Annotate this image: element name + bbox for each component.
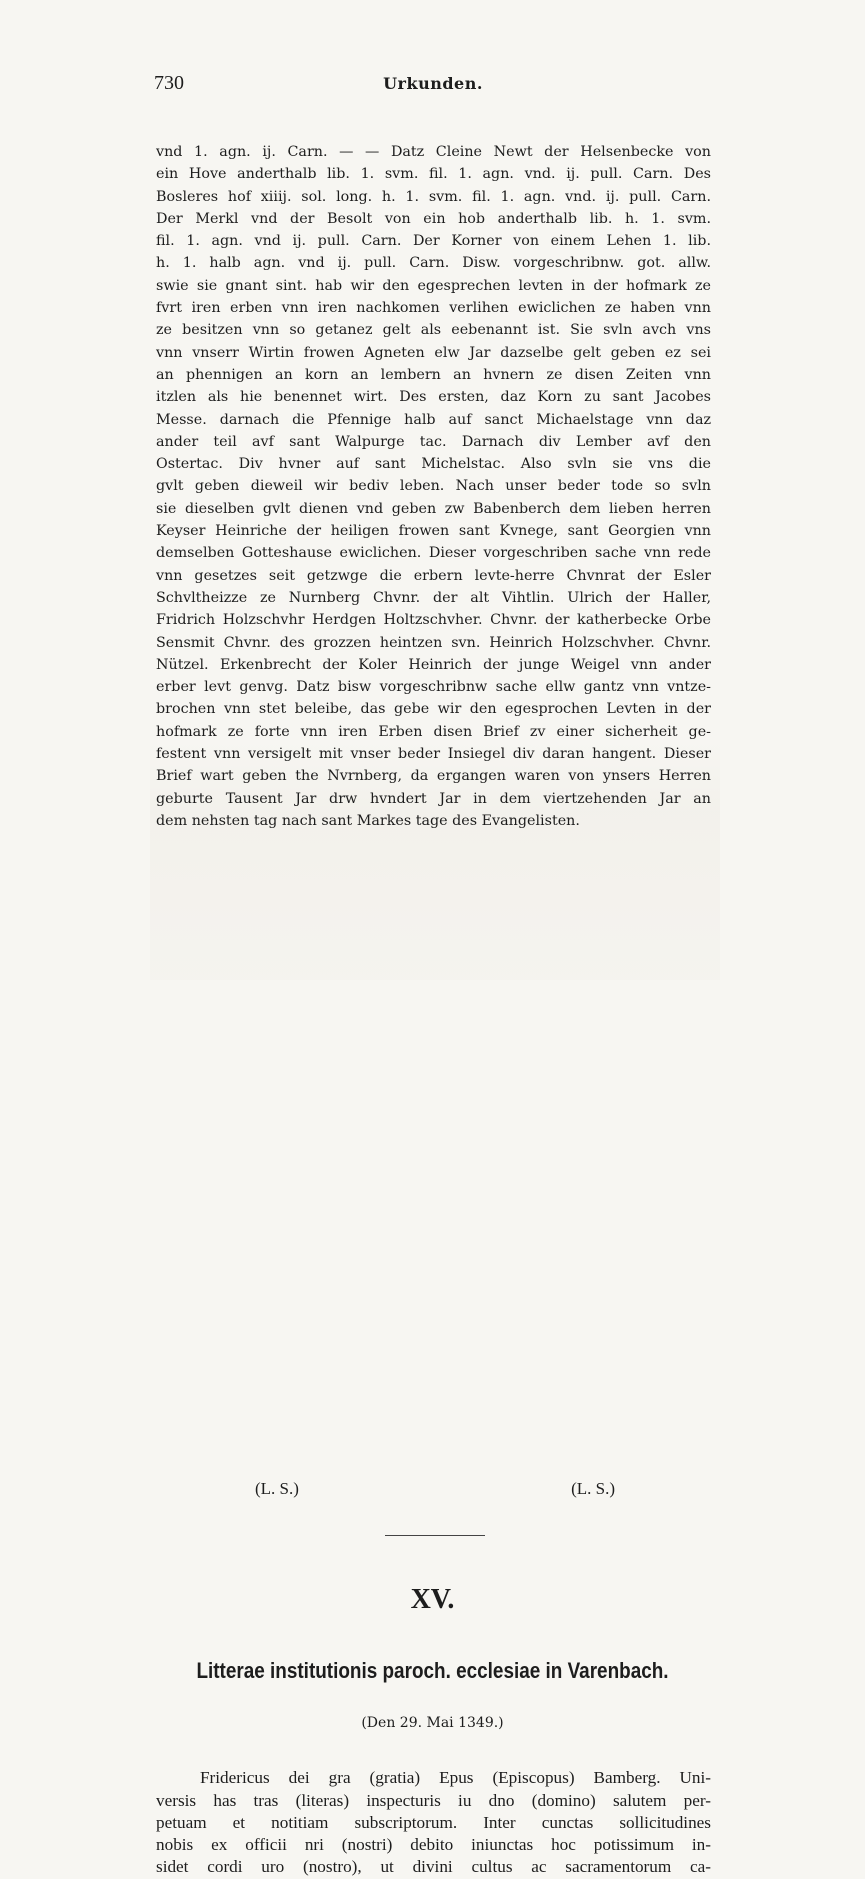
text-line: ander teil avf sant Walpurge tac. Darnach div Lember avf den: [156, 433, 711, 450]
text-line: erber levt genvg. Datz bisw vorgeschribnw sache ellw gantz vnn vntze-: [156, 679, 711, 696]
text-line: sidet cordi uro (nostro), ut divini cultus ac sacramentorum ca-: [156, 1857, 711, 1877]
text-line: hofmark ze forte vnn iren Erben disen Brief zv einer sicherheit ge-: [156, 723, 711, 740]
text-line: Fridericus dei gra (gratia) Epus (Episcopus) Bamberg. Uni-: [200, 1768, 711, 1788]
latin-charter-text: [156, 1767, 711, 1878]
text-line: geburte Tausent Jar drw hvndert Jar in dem viertzehenden Jar an: [156, 790, 711, 807]
text-line: Schvltheizze ze Nurnberg Chvnr. der alt Vihtlin. Ulrich der Haller,: [156, 589, 711, 606]
text-line: itzlen als hie benennet wirt. Des ersten, daz Korn zu sant Jacobes: [156, 389, 711, 406]
text-line: Bosleres hof xiiij. sol. long. h. 1. svm. fil. 1. agn. vnd. ij. pull. Carn.: [156, 188, 711, 205]
seal-left: (L. S.): [255, 1479, 299, 1499]
text-line: Nützel. Erkenbrecht der Koler Heinrich der junge Weigel vnn ander: [156, 656, 711, 673]
text-line: fil. 1. agn. vnd ij. pull. Carn. Der Korner von einem Lehen 1. lib.: [156, 233, 711, 250]
text-line: Keyser Heinriche der heiligen frowen sant Kvnege, sant Georgien vnn: [156, 523, 711, 540]
text-line: nobis ex officii nri (nostri) debito iniunctas hoc potissimum in-: [156, 1835, 711, 1855]
page-number: 730: [154, 72, 184, 94]
text-line: ein Hove anderthalb lib. 1. svm. fil. 1. agn. vnd. ij. pull. Carn. Des: [156, 166, 711, 183]
text-line: Brief wart geben the Nvrnberg, da ergangen waren von ynsers Herren: [156, 768, 711, 785]
running-head: Urkunden.: [383, 74, 483, 93]
charter-german-text: [156, 141, 711, 832]
section-divider: [385, 1535, 485, 1536]
text-line: gvlt geben dieweil wir bediv leben. Nach unser beder tode so svln: [156, 478, 711, 495]
text-line: swie sie gnant sint. hab wir den egesprechen levten in der hofmark ze: [156, 277, 711, 294]
text-line: brochen vnn stet beleibe, das gebe wir den egesprochen Levten in der: [156, 701, 711, 718]
seal-right: (L. S.): [571, 1479, 615, 1499]
text-line: demselben Gotteshause ewiclichen. Dieser vorgeschriben sache vnn rede: [156, 545, 711, 562]
text-line: vnd 1. agn. ij. Carn. — — Datz Cleine Newt der Helsenbecke von: [156, 144, 711, 160]
text-line: Ostertac. Div hvner auf sant Michelstac. Also svln sie vns die: [156, 456, 711, 473]
document-date: (Den 29. Mai 1349.): [361, 1715, 504, 1732]
text-line: Messe. darnach die Pfennige halb auf sanct Michaelstage vnn daz: [156, 411, 711, 428]
text-line: ze besitzen vnn so getanez gelt als eebenannt ist. Sie svln avch vns: [156, 322, 711, 339]
text-line: fvrt iren erben vnn iren nachkomen verlihen ewiclichen ze haben vnn: [156, 300, 711, 317]
document-title: Litterae institutionis paroch. ecclesiae in Varenbach.: [196, 1658, 669, 1684]
text-line: vnn gesetzes seit getzwge die erbern levte-herre Chvnrat der Esler: [156, 567, 711, 584]
page-header: [152, 72, 714, 98]
text-line: festent vnn versigelt mit vnser beder Insiegel div daran hangent. Dieser: [156, 746, 711, 763]
text-line: h. 1. halb agn. vnd ij. pull. Carn. Disw. vorgeschribnw. got. allw.: [156, 255, 711, 272]
text-line: sie dieselben gvlt dienen vnd geben zw Babenberch dem lieben herren: [156, 500, 711, 517]
document-number: XV.: [410, 1584, 455, 1616]
text-line: Der Merkl vnd der Besolt von ein hob anderthalb lib. h. 1. svm.: [156, 210, 711, 227]
text-line: Fridrich Holzschvhr Herdgen Holtzschvher. Chvnr. der katherbecke Orbe: [156, 612, 711, 629]
text-line: Sensmit Chvnr. des grozzen heintzen svn. Heinrich Holzschvher. Chvnr.: [156, 634, 711, 651]
text-line: an phennigen an korn an lembern an hvnern ze disen Zeiten vnn: [156, 366, 711, 383]
text-line: dem nehsten tag nach sant Markes tage des Evangelisten.: [156, 812, 580, 829]
text-line: vnn vnserr Wirtin frowen Agneten elw Jar dazselbe gelt geben ez sei: [156, 344, 711, 361]
text-line: versis has tras (literas) inspecturis iu dno (domino) salutem per-: [156, 1790, 711, 1810]
text-line: petuam et notitiam subscriptorum. Inter cunctas sollicitudines: [156, 1812, 711, 1832]
